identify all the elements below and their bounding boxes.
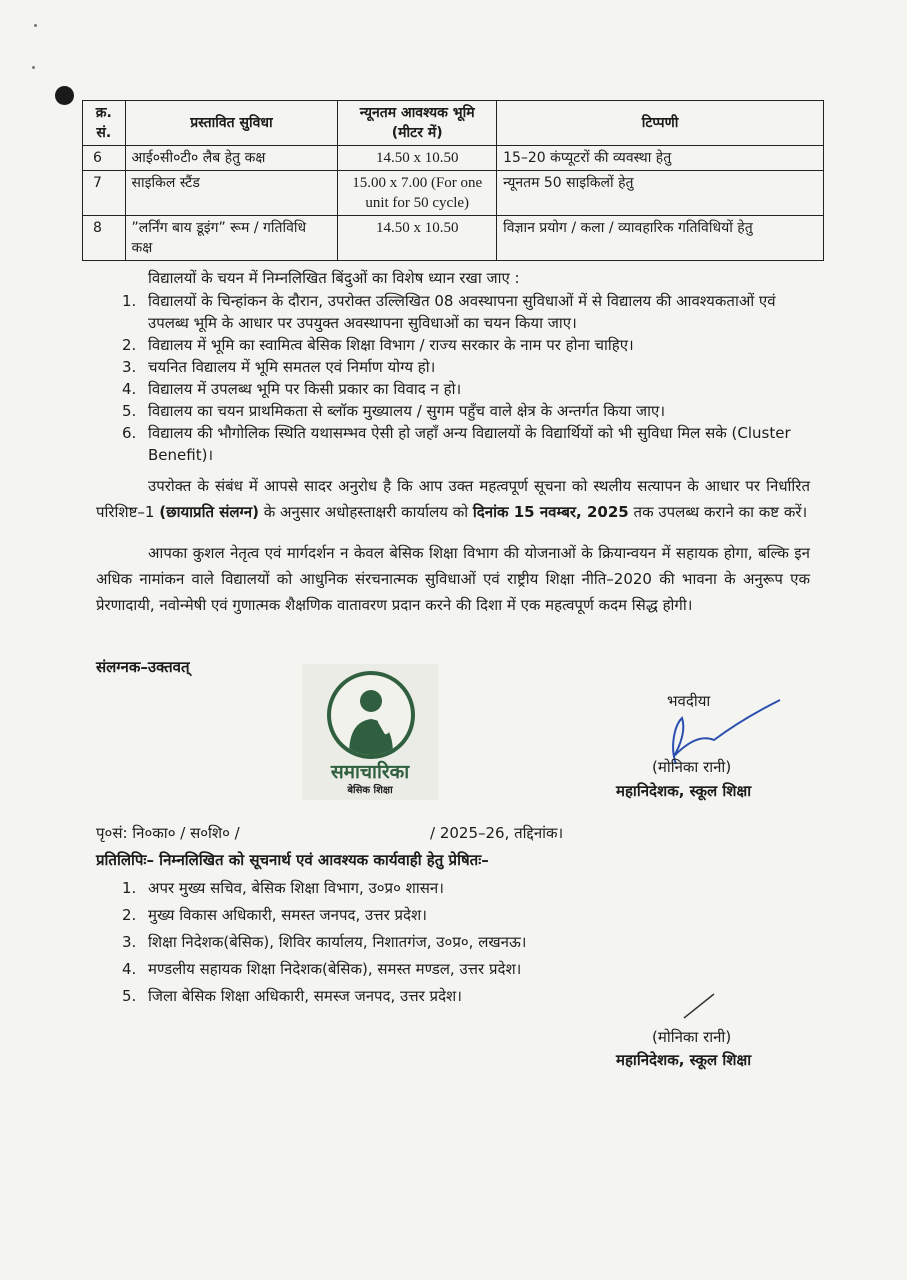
table-row (83, 216, 824, 261)
cell-facility: साइकिल स्टैंड (125, 171, 338, 216)
list-text: विद्यालय में उपलब्ध भूमि पर किसी प्रकार का विवाद न हो। (148, 380, 462, 398)
list-number: 4. (122, 380, 137, 398)
leadership-paragraph: आपका कुशल नेतृत्व एवं मार्गदर्शन न केवल बेसिक शिक्षा विभाग की योजनाओं के क्रियान्वयन में सहायक होगा, बल्कि इन अधिक नामांकन वाले विद्यालयों को आधुनिक संरचनात्मक सुविधाओं एवं राष्ट्रीय शिक्षा नीति–2020 की भावना के अनुरूप एक प्रेरणादायी, नवोन्मेषी एवं गुणात्मक शैक्षणिक वातावरण प्रदान करने की दिशा में एक महत्वपूर्ण कदम सिद्ध होगी। (96, 544, 810, 614)
cc-signatory-designation: महानिदेशक, स्कूल शिक्षा (616, 1051, 752, 1069)
initial-mark (680, 990, 720, 1022)
list-number: 2. (122, 906, 137, 924)
request-text-3: तक उपलब्ध कराने का कष्ट करें। (633, 503, 808, 521)
list-number: 2. (122, 336, 137, 354)
paper-speck (34, 24, 37, 27)
signature-salutation: भवदीया (667, 692, 711, 710)
cell-facility: आई०सी०टी० लैब हेतु कक्ष (125, 146, 338, 171)
cell-land: 14.50 x 10.50 (338, 216, 497, 261)
cell-land: 15.00 x 7.00 (For one unit for 50 cycle) (338, 171, 497, 216)
request-bold-1: (छायाप्रति संलग्न) (159, 503, 259, 521)
list-item (122, 290, 812, 334)
list-number: 3. (122, 358, 137, 376)
list-item (122, 378, 812, 400)
list-text: मुख्य विकास अधिकारी, समस्त जनपद, उत्तर प्रदेश। (148, 906, 427, 924)
list-text: शिक्षा निदेशक(बेसिक), शिविर कार्यालय, निशातगंज, उ०प्र०, लखनऊ। (148, 933, 527, 951)
list-item (122, 400, 812, 422)
cc-heading: प्रतिलिपिः– निम्नलिखित को सूचनार्थ एवं आवश्यक कार्यवाही हेतु प्रेषितः– (96, 851, 489, 869)
cell-serial: 7 (83, 171, 126, 216)
list-item (122, 875, 812, 902)
list-number: 4. (122, 960, 137, 978)
list-item (122, 956, 812, 983)
list-number: 3. (122, 933, 137, 951)
logo-title: समाचारिका (330, 761, 410, 783)
list-item (122, 356, 812, 378)
table-row (83, 146, 824, 171)
list-item (122, 334, 812, 356)
cell-land: 14.50 x 10.50 (338, 146, 497, 171)
list-text: चयनित विद्यालय में भूमि समतल एवं निर्माण योग्य हो। (148, 358, 436, 376)
samacharika-logo (302, 664, 438, 800)
list-item (122, 422, 812, 466)
cell-remark: 15–20 कंप्यूटरों की व्यवस्था हेतु (497, 146, 824, 171)
cell-serial: 6 (83, 146, 126, 171)
cc-signatory-name: (मोनिका रानी) (652, 1028, 732, 1046)
request-text-1: उपरोक्त के संबंध में आपसे सादर अनुरोध है कि आप उक्त महत्वपूर्ण सूचना को स्थलीय सत्यापन के आधार पर निर्धारित परिशिष्ट–1 (96, 477, 810, 521)
col-header-serial: क्र. सं. (83, 101, 126, 146)
cell-remark: विज्ञान प्रयोग / कला / व्यावहारिक गतिविधियों हेतु (497, 216, 824, 261)
request-text-2: के अनुसार अधोहस्ताक्षरी कार्यालय को (263, 503, 469, 521)
speaker-icon (327, 671, 415, 759)
logo-subtitle: बेसिक शिक्षा (347, 785, 393, 796)
list-number: 1. (122, 292, 137, 310)
list-text: मण्डलीय सहायक शिक्षा निदेशक(बेसिक), समस्त मण्डल, उत्तर प्रदेश। (148, 960, 522, 978)
request-paragraph (96, 473, 810, 525)
list-text: विद्यालय की भौगोलिक स्थिति यथासम्भव ऐसी हो जहाँ अन्य विद्यालयों के विद्यार्थियों को भी सुविधा मिल सके (Cluster Benefit)। (148, 424, 791, 464)
cell-remark: न्यूनतम 50 साइकिलों हेतु (497, 171, 824, 216)
signatory-name: (मोनिका रानी) (652, 758, 732, 776)
selection-criteria-list (122, 290, 812, 466)
list-number: 5. (122, 402, 137, 420)
list-text: विद्यालय में भूमि का स्वामित्व बेसिक शिक्षा विभाग / राज्य सरकार के नाम पर होना चाहिए। (148, 336, 634, 354)
reference-right: / 2025–26, तद्दिनांक। (430, 824, 564, 842)
list-item (122, 929, 812, 956)
list-item (122, 902, 812, 929)
cell-facility: ”लर्निंग बाय डूइंग” रूम / गतिविधि कक्ष (125, 216, 338, 261)
list-text: विद्यालयों के चिन्हांकन के दौरान, उपरोक्त उल्लिखित 08 अवस्थापना सुविधाओं में से विद्यालय की आवश्यकताओं एवं उपलब्ध भूमि के आधार पर उपयुक्त अवस्थापना सुविधाओं का चयन किया जाए। (148, 292, 776, 332)
col-header-remark: टिप्पणी (497, 101, 824, 146)
cell-serial: 8 (83, 216, 126, 261)
list-text: जिला बेसिक शिक्षा अधिकारी, समस्ज जनपद, उत्तर प्रदेश। (148, 987, 462, 1005)
paper-speck (32, 66, 35, 69)
selection-intro: विद्यालयों के चयन में निम्नलिखित बिंदुओं का विशेष ध्यान रखा जाए : (148, 269, 520, 287)
enclosure-note: संलग्नक–उक्तवत् (96, 658, 190, 676)
table-row (83, 171, 824, 216)
table-header-row (83, 101, 824, 146)
list-text: विद्यालय का चयन प्राथमिकता से ब्लॉक मुख्यालय / सुगम पहुँच वाले क्षेत्र के अन्तर्गत किया जाए। (148, 402, 666, 420)
col-header-land: न्यूनतम आवश्यक भूमि (मीटर में) (338, 101, 497, 146)
list-number: 5. (122, 987, 137, 1005)
col-header-facility: प्रस्तावित सुविधा (125, 101, 338, 146)
punch-hole (55, 86, 74, 105)
reference-left: पृ०सं: नि०का० / स०शि० / (96, 824, 240, 842)
signatory-designation: महानिदेशक, स्कूल शिक्षा (616, 782, 752, 800)
deadline-date: दिनांक 15 नवम्बर, 2025 (472, 503, 629, 521)
list-number: 1. (122, 879, 137, 897)
list-number: 6. (122, 424, 137, 442)
facilities-table (82, 100, 824, 261)
list-text: अपर मुख्य सचिव, बेसिक शिक्षा विभाग, उ०प्र० शासन। (148, 879, 444, 897)
